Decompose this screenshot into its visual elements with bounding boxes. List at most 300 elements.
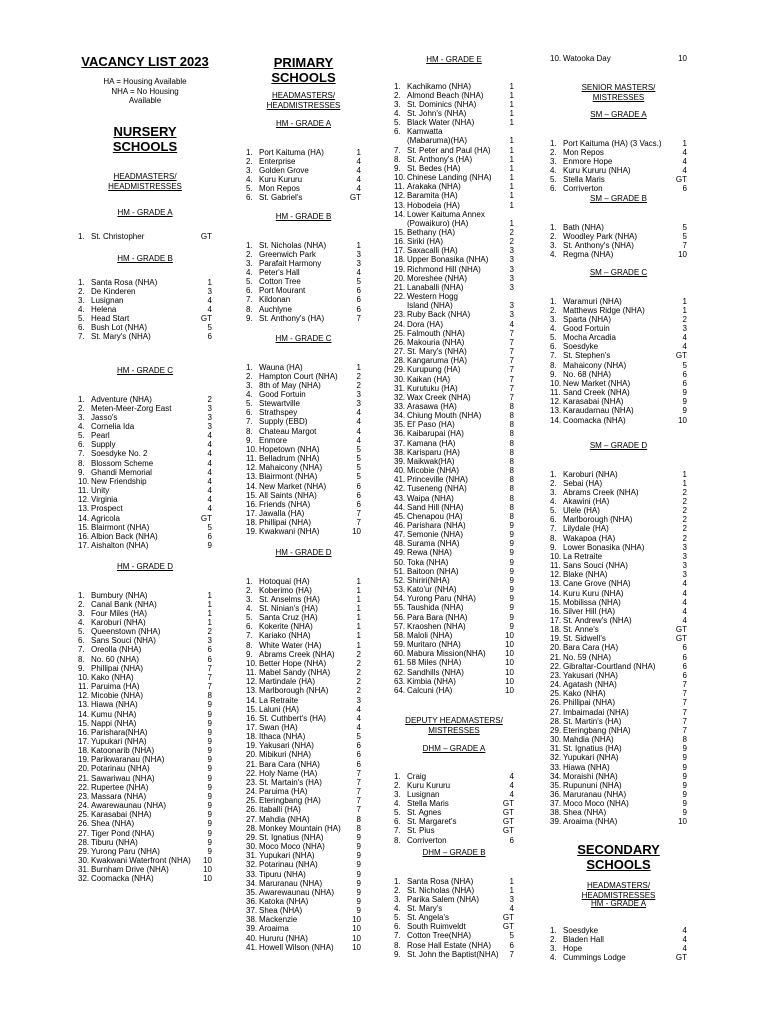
- item-number: 10.: [78, 672, 90, 682]
- list-item: [246, 631, 361, 640]
- item-number: 3.: [246, 258, 253, 268]
- item-number: 6.: [550, 515, 557, 525]
- item-number: 9.: [550, 369, 557, 379]
- region-code: 9: [207, 773, 212, 783]
- school-name: Maruranau (NHA): [563, 789, 627, 799]
- region-code: 8: [207, 691, 212, 701]
- school-name: Parikwaranau (NHA): [91, 755, 165, 765]
- region-code: 1: [356, 622, 361, 632]
- list-item: [550, 416, 687, 425]
- item-number: 57.: [394, 621, 406, 631]
- item-number: 3.: [246, 594, 253, 604]
- region-code: 1: [509, 163, 514, 173]
- school-name: Falmouth (NHA): [407, 328, 465, 338]
- region-code: GT: [200, 231, 212, 241]
- list-item: [246, 778, 361, 787]
- region-code: 2: [356, 380, 361, 390]
- item-number: 8.: [246, 304, 253, 314]
- school-name: South Ruimveldt: [407, 922, 466, 932]
- region-code: 8: [509, 411, 514, 421]
- list-section: [550, 110, 687, 193]
- school-name: Siriki (HA): [407, 237, 443, 247]
- item-number: 11.: [550, 561, 561, 571]
- list-item: [550, 333, 687, 342]
- legend-line: NHA = No Housing: [111, 86, 179, 96]
- region-code: 4: [509, 903, 514, 913]
- region-code: 4: [682, 147, 687, 157]
- school-name: Phillipai (NHA): [259, 518, 312, 528]
- grade-heading: DHM – GRADE A: [422, 744, 486, 753]
- school-name: Karoburi (NHA): [563, 469, 618, 479]
- list-item: [78, 710, 212, 719]
- school-name: Enterprise: [259, 156, 296, 166]
- item-number: 32.: [394, 392, 406, 402]
- region-code: 8: [509, 429, 514, 439]
- item-number: 8.: [78, 654, 85, 664]
- region-code: 3: [682, 551, 687, 561]
- item-number: 19.: [246, 527, 258, 537]
- school-name: Parishara(NHA): [91, 727, 148, 737]
- item-number: 37.: [394, 438, 406, 448]
- region-code: 7: [682, 725, 687, 735]
- school-name: Kuru Kururu (NHA): [563, 165, 631, 175]
- region-code: GT: [675, 351, 687, 361]
- list-section: [394, 744, 514, 845]
- list-item: [394, 210, 514, 219]
- school-name: Jasso's: [91, 412, 118, 422]
- item-number: 9.: [394, 949, 401, 959]
- school-name: Mon Repos: [563, 147, 604, 157]
- list-item: [394, 817, 514, 826]
- school-name: Shea (NHA): [259, 906, 303, 916]
- region-code: 3: [682, 542, 687, 552]
- list-item: [550, 726, 687, 735]
- region-code: 1: [682, 305, 687, 315]
- school-name: Taushida (NHA): [407, 603, 464, 613]
- region-code: 3: [207, 421, 212, 431]
- list-item: [246, 454, 361, 463]
- region-code: 4: [682, 925, 687, 935]
- list-item: [394, 283, 514, 292]
- list-item: [394, 603, 514, 612]
- item-number: 6.: [394, 922, 401, 932]
- column-1: [78, 0, 212, 1024]
- list-item: [550, 534, 687, 543]
- item-number: 1.: [550, 138, 557, 148]
- list-item: [394, 384, 514, 393]
- region-code: 10: [505, 676, 514, 686]
- school-name: Marlborough (NHA): [259, 686, 329, 696]
- list-item: [394, 494, 514, 503]
- item-number: 4.: [550, 496, 557, 506]
- school-name: Toka (NHA): [407, 557, 449, 567]
- school-name: Karasabai (NHA): [91, 810, 152, 820]
- item-number: 29.: [394, 365, 406, 375]
- item-number: 1.: [78, 590, 85, 600]
- list-item: [394, 484, 514, 493]
- region-code: 3: [509, 264, 514, 274]
- list-item: [550, 763, 687, 772]
- item-number: 10.: [246, 658, 258, 668]
- region-code: 7: [509, 337, 514, 347]
- school-name: Lilydale (HA): [563, 524, 609, 534]
- region-code: 6: [682, 378, 687, 388]
- list-item: [78, 764, 212, 773]
- item-number: 21.: [550, 652, 562, 662]
- region-code: 1: [207, 599, 212, 609]
- list-item: [550, 671, 687, 680]
- school-name: Massara (NHA): [91, 791, 147, 801]
- list-item: [78, 838, 212, 847]
- list-item: [550, 735, 687, 744]
- list-item: [246, 668, 361, 677]
- item-number: 52.: [394, 575, 406, 585]
- school-name: Four Miles (HA): [91, 608, 148, 618]
- list-item: [246, 686, 361, 695]
- region-code: 9: [356, 887, 361, 897]
- item-number: [394, 219, 407, 228]
- school-name: St. Peter and Paul (HA): [407, 145, 491, 155]
- list-item: [246, 833, 361, 842]
- school-name: Lusignan: [91, 295, 124, 305]
- list-item: [246, 509, 361, 518]
- list-item: [394, 338, 514, 347]
- school-name: Meten-Meer-Zorg East: [91, 403, 172, 413]
- list-item: [78, 600, 212, 609]
- list-item: [550, 370, 687, 379]
- list-item: [78, 278, 212, 287]
- list-item: [246, 924, 361, 933]
- region-code: 4: [356, 723, 361, 732]
- grade-heading: SM – GRADE D: [589, 441, 648, 450]
- region-code: 7: [207, 682, 212, 692]
- region-code: GT: [675, 952, 687, 962]
- list-item: [78, 395, 212, 404]
- list-item: [246, 787, 361, 796]
- school-name: Sandhills (NHA): [407, 667, 464, 677]
- school-name: Mahdia (NHA): [563, 735, 614, 745]
- item-number: 6.: [394, 817, 401, 827]
- item-number: 12.: [550, 397, 562, 407]
- list-item: [394, 895, 514, 904]
- item-number: 27.: [394, 347, 406, 357]
- grade-heading: HM - GRADE A: [590, 899, 647, 908]
- item-number: 13.: [78, 700, 90, 710]
- region-code: 6: [356, 741, 361, 751]
- list-section: [246, 119, 361, 202]
- list-item: [394, 265, 514, 274]
- item-number: 13.: [246, 472, 258, 482]
- list-item: [78, 774, 212, 783]
- region-code: 4: [356, 165, 361, 175]
- region-code: 9: [207, 755, 212, 765]
- school-name: Ruby Back (NHA): [407, 310, 471, 320]
- region-code: 6: [207, 654, 212, 664]
- list-item: [394, 448, 514, 457]
- region-code: 9: [682, 789, 687, 799]
- school-name: Sans Souci (NHA): [91, 636, 156, 646]
- region-code: 7: [509, 356, 514, 366]
- list-item: [394, 808, 514, 817]
- region-code: 1: [509, 182, 514, 192]
- school-name: St. Anselms (HA): [259, 594, 320, 604]
- region-code: 4: [682, 597, 687, 607]
- region-code: 6: [356, 295, 361, 305]
- region-code: 6: [356, 304, 361, 314]
- list-item: [78, 287, 212, 296]
- school-name: Baramita (HA): [407, 191, 458, 201]
- list-item: [394, 182, 514, 191]
- region-code: 7: [509, 328, 514, 338]
- item-number: 62.: [394, 667, 406, 677]
- item-number: 32.: [550, 753, 562, 763]
- region-code: 3: [509, 894, 514, 904]
- item-number: 23.: [394, 310, 406, 320]
- region-code: GT: [675, 634, 687, 644]
- region-code: 10: [203, 874, 212, 884]
- list-item: [246, 696, 361, 705]
- list-item: [246, 604, 361, 613]
- school-name: Kwakwani Waterfront (NHA): [91, 856, 191, 866]
- item-number: 20.: [550, 643, 562, 653]
- item-number: 15.: [246, 704, 258, 714]
- region-code: 7: [509, 949, 514, 959]
- region-code: 10: [505, 649, 514, 659]
- school-name: Better Hope (NHA): [259, 658, 327, 668]
- item-number: 41.: [394, 475, 406, 485]
- list-item: [246, 934, 361, 943]
- nursery-title-line: NURSERY: [113, 124, 177, 139]
- school-name: Kokerite (NHA): [259, 622, 313, 632]
- grade-heading: HM - GRADE D: [117, 562, 173, 571]
- item-number: 1.: [550, 296, 557, 306]
- item-number: 15.: [394, 228, 406, 237]
- list-item: [246, 714, 361, 723]
- school-name: Wax Creek (NHA): [407, 392, 471, 402]
- item-number: 18.: [246, 732, 258, 742]
- school-name: Katoka (NHA): [259, 896, 309, 906]
- school-name: Soesdyke No. 2: [91, 449, 148, 459]
- item-number: 30.: [246, 842, 258, 852]
- list-item: [246, 482, 361, 491]
- region-code: 6: [356, 759, 361, 769]
- region-code: GT: [675, 175, 687, 185]
- list-item: [246, 277, 361, 286]
- region-code: 7: [509, 374, 514, 384]
- school-name: Supply (EBD): [259, 417, 308, 427]
- grade-heading: DHM – GRADE B: [422, 848, 486, 857]
- nursery-title-line: SCHOOLS: [112, 139, 178, 154]
- item-number: 2.: [394, 90, 401, 100]
- school-name: Kaibarupai (HA): [407, 429, 464, 439]
- school-name: St. Cuthbert's (HA): [259, 713, 326, 723]
- school-name: St. Martain's (HA): [259, 777, 322, 787]
- list-item: [550, 543, 687, 552]
- school-name: Bath (NHA): [563, 222, 604, 232]
- list-section: [394, 55, 514, 695]
- school-name: Sand Hill (NHA): [407, 502, 464, 512]
- school-name: Paruima (HA): [259, 787, 308, 797]
- school-name: Sebai (HA): [563, 478, 603, 488]
- region-code: 6: [509, 940, 514, 950]
- school-name: Almond Beach (NHA): [407, 90, 484, 100]
- school-name: Karaudarnau (NHA): [563, 406, 634, 416]
- region-code: 3: [207, 412, 212, 422]
- item-number: 16.: [78, 531, 90, 541]
- region-code: 7: [356, 796, 361, 806]
- region-code: 1: [356, 594, 361, 604]
- region-code: 7: [682, 680, 687, 690]
- school-name: St. Ninian's (HA): [259, 603, 318, 613]
- school-name: Abrams Creek (NHA): [563, 487, 639, 497]
- region-code: 4: [356, 417, 361, 427]
- list-item: [246, 491, 361, 500]
- list-item: [394, 539, 514, 548]
- list-item: [246, 268, 361, 277]
- item-number: 4.: [394, 798, 401, 808]
- school-name: Paruima (HA): [91, 682, 140, 692]
- item-number: 5.: [246, 399, 253, 409]
- school-name: New Market (NHA): [259, 481, 327, 491]
- item-number: 13.: [550, 406, 562, 416]
- item-number: 6.: [550, 184, 557, 194]
- school-name: Mackenzie: [259, 915, 298, 925]
- region-code: 5: [356, 444, 361, 454]
- region-code: 4: [356, 435, 361, 445]
- school-name: Monkey Mountain (HA): [259, 823, 341, 833]
- item-number: 37.: [246, 906, 258, 916]
- region-code: 8: [356, 814, 361, 824]
- region-code: 3: [356, 389, 361, 399]
- item-number: 18.: [550, 625, 562, 635]
- school-name: Arasawa (HA): [407, 401, 457, 411]
- item-number: 39.: [550, 817, 562, 827]
- list-item: [550, 506, 687, 515]
- school-name: Moreshee (NHA): [407, 273, 468, 283]
- region-code: 2: [509, 228, 514, 237]
- column-4: [550, 0, 687, 1024]
- list-item: [246, 427, 361, 436]
- region-code: 6: [682, 652, 687, 662]
- school-name: Aishalton (NHA): [91, 541, 149, 550]
- list-item: [550, 744, 687, 753]
- item-number: 5.: [78, 314, 85, 324]
- legend-line: HA = Housing Available: [103, 77, 187, 86]
- school-name: Woodley Park (NHA): [563, 231, 638, 241]
- item-number: 4.: [394, 108, 401, 118]
- region-code: 3: [356, 258, 361, 268]
- list-item: [78, 618, 212, 627]
- school-name: Peter's Hall: [259, 267, 300, 277]
- list-item: [246, 372, 361, 381]
- list-item: [78, 332, 212, 341]
- list-item: [550, 175, 687, 184]
- item-number: 13.: [550, 579, 562, 589]
- school-name: St. Nicholas (NHA): [259, 240, 327, 250]
- school-name: No. 60 (NHA): [91, 654, 140, 664]
- item-number: 33.: [246, 869, 258, 879]
- list-item: [394, 640, 514, 649]
- item-number: 19.: [550, 634, 562, 644]
- school-name: Semonie (NHA): [407, 530, 464, 540]
- list-item: [394, 877, 514, 886]
- school-name: St. Andrew's (NHA): [563, 616, 632, 625]
- list-item: [394, 558, 514, 567]
- school-name: Cane Grove (NHA): [563, 579, 631, 589]
- list-item: [394, 255, 514, 264]
- region-code: 7: [207, 672, 212, 682]
- school-name: Bara Cara (HA): [563, 643, 619, 653]
- region-code: 1: [356, 240, 361, 250]
- school-name: Friends (NHA): [259, 499, 311, 509]
- school-name: Blake (NHA): [563, 570, 608, 580]
- item-number: 15.: [78, 718, 90, 728]
- list-item: [78, 655, 212, 664]
- item-number: 14.: [246, 695, 258, 705]
- list-item: [394, 118, 514, 127]
- region-code: 2: [509, 237, 514, 247]
- school-name: Tuseneng (NHA): [407, 484, 467, 494]
- list-item: [550, 250, 687, 259]
- item-number: 27.: [78, 828, 90, 838]
- region-code: 1: [356, 640, 361, 650]
- school-name: Bethany (HA): [407, 228, 456, 237]
- school-name: Kamwatta: [407, 127, 443, 137]
- region-code: 8: [509, 484, 514, 494]
- school-name: Rewa (NHA): [407, 548, 452, 558]
- school-name: Gibraltar-Courtland (NHA): [563, 661, 656, 671]
- school-name: Ithaca (NHA): [259, 732, 306, 742]
- school-name: Blossom Scheme: [91, 458, 154, 468]
- school-name: Yupukari (NHA): [259, 851, 315, 861]
- list-item: [394, 466, 514, 475]
- item-number: 1.: [78, 277, 85, 287]
- school-name: Sans Souci (NHA): [563, 561, 628, 571]
- region-code: 3: [356, 249, 361, 259]
- item-number: 46.: [394, 521, 406, 530]
- school-name: St. Ignatius (NHA): [259, 832, 324, 842]
- region-code: 6: [207, 332, 212, 342]
- school-name: Soesdyke: [563, 925, 599, 935]
- deputy-title-line: MISTRESSES: [428, 725, 480, 735]
- list-item: [394, 402, 514, 411]
- list-item: [394, 457, 514, 466]
- region-code: 4: [682, 943, 687, 953]
- region-code: 9: [207, 810, 212, 820]
- region-code: 2: [682, 533, 687, 543]
- region-code: GT: [502, 808, 514, 818]
- legend: [78, 77, 212, 106]
- item-number: 5.: [78, 627, 85, 637]
- item-number: 24.: [78, 801, 90, 811]
- item-number: 4.: [550, 952, 557, 962]
- list-item: [394, 420, 514, 429]
- grade-heading: SM – GRADE C: [589, 268, 648, 277]
- school-name: Yurong Paru (NHA): [91, 846, 160, 856]
- item-number: 26.: [394, 337, 406, 347]
- list-item: [550, 607, 687, 616]
- list-item: [246, 417, 361, 426]
- region-code: 8: [509, 493, 514, 503]
- school-name: De Kinderen: [91, 286, 136, 296]
- list-item: [78, 440, 212, 449]
- school-name: Island (NHA): [407, 301, 453, 311]
- school-name: Parafait Harmony: [259, 258, 322, 268]
- region-code: 3: [509, 246, 514, 256]
- item-number: 35.: [550, 780, 562, 790]
- school-name: Cummings Lodge: [563, 952, 626, 962]
- region-code: 9: [356, 851, 361, 861]
